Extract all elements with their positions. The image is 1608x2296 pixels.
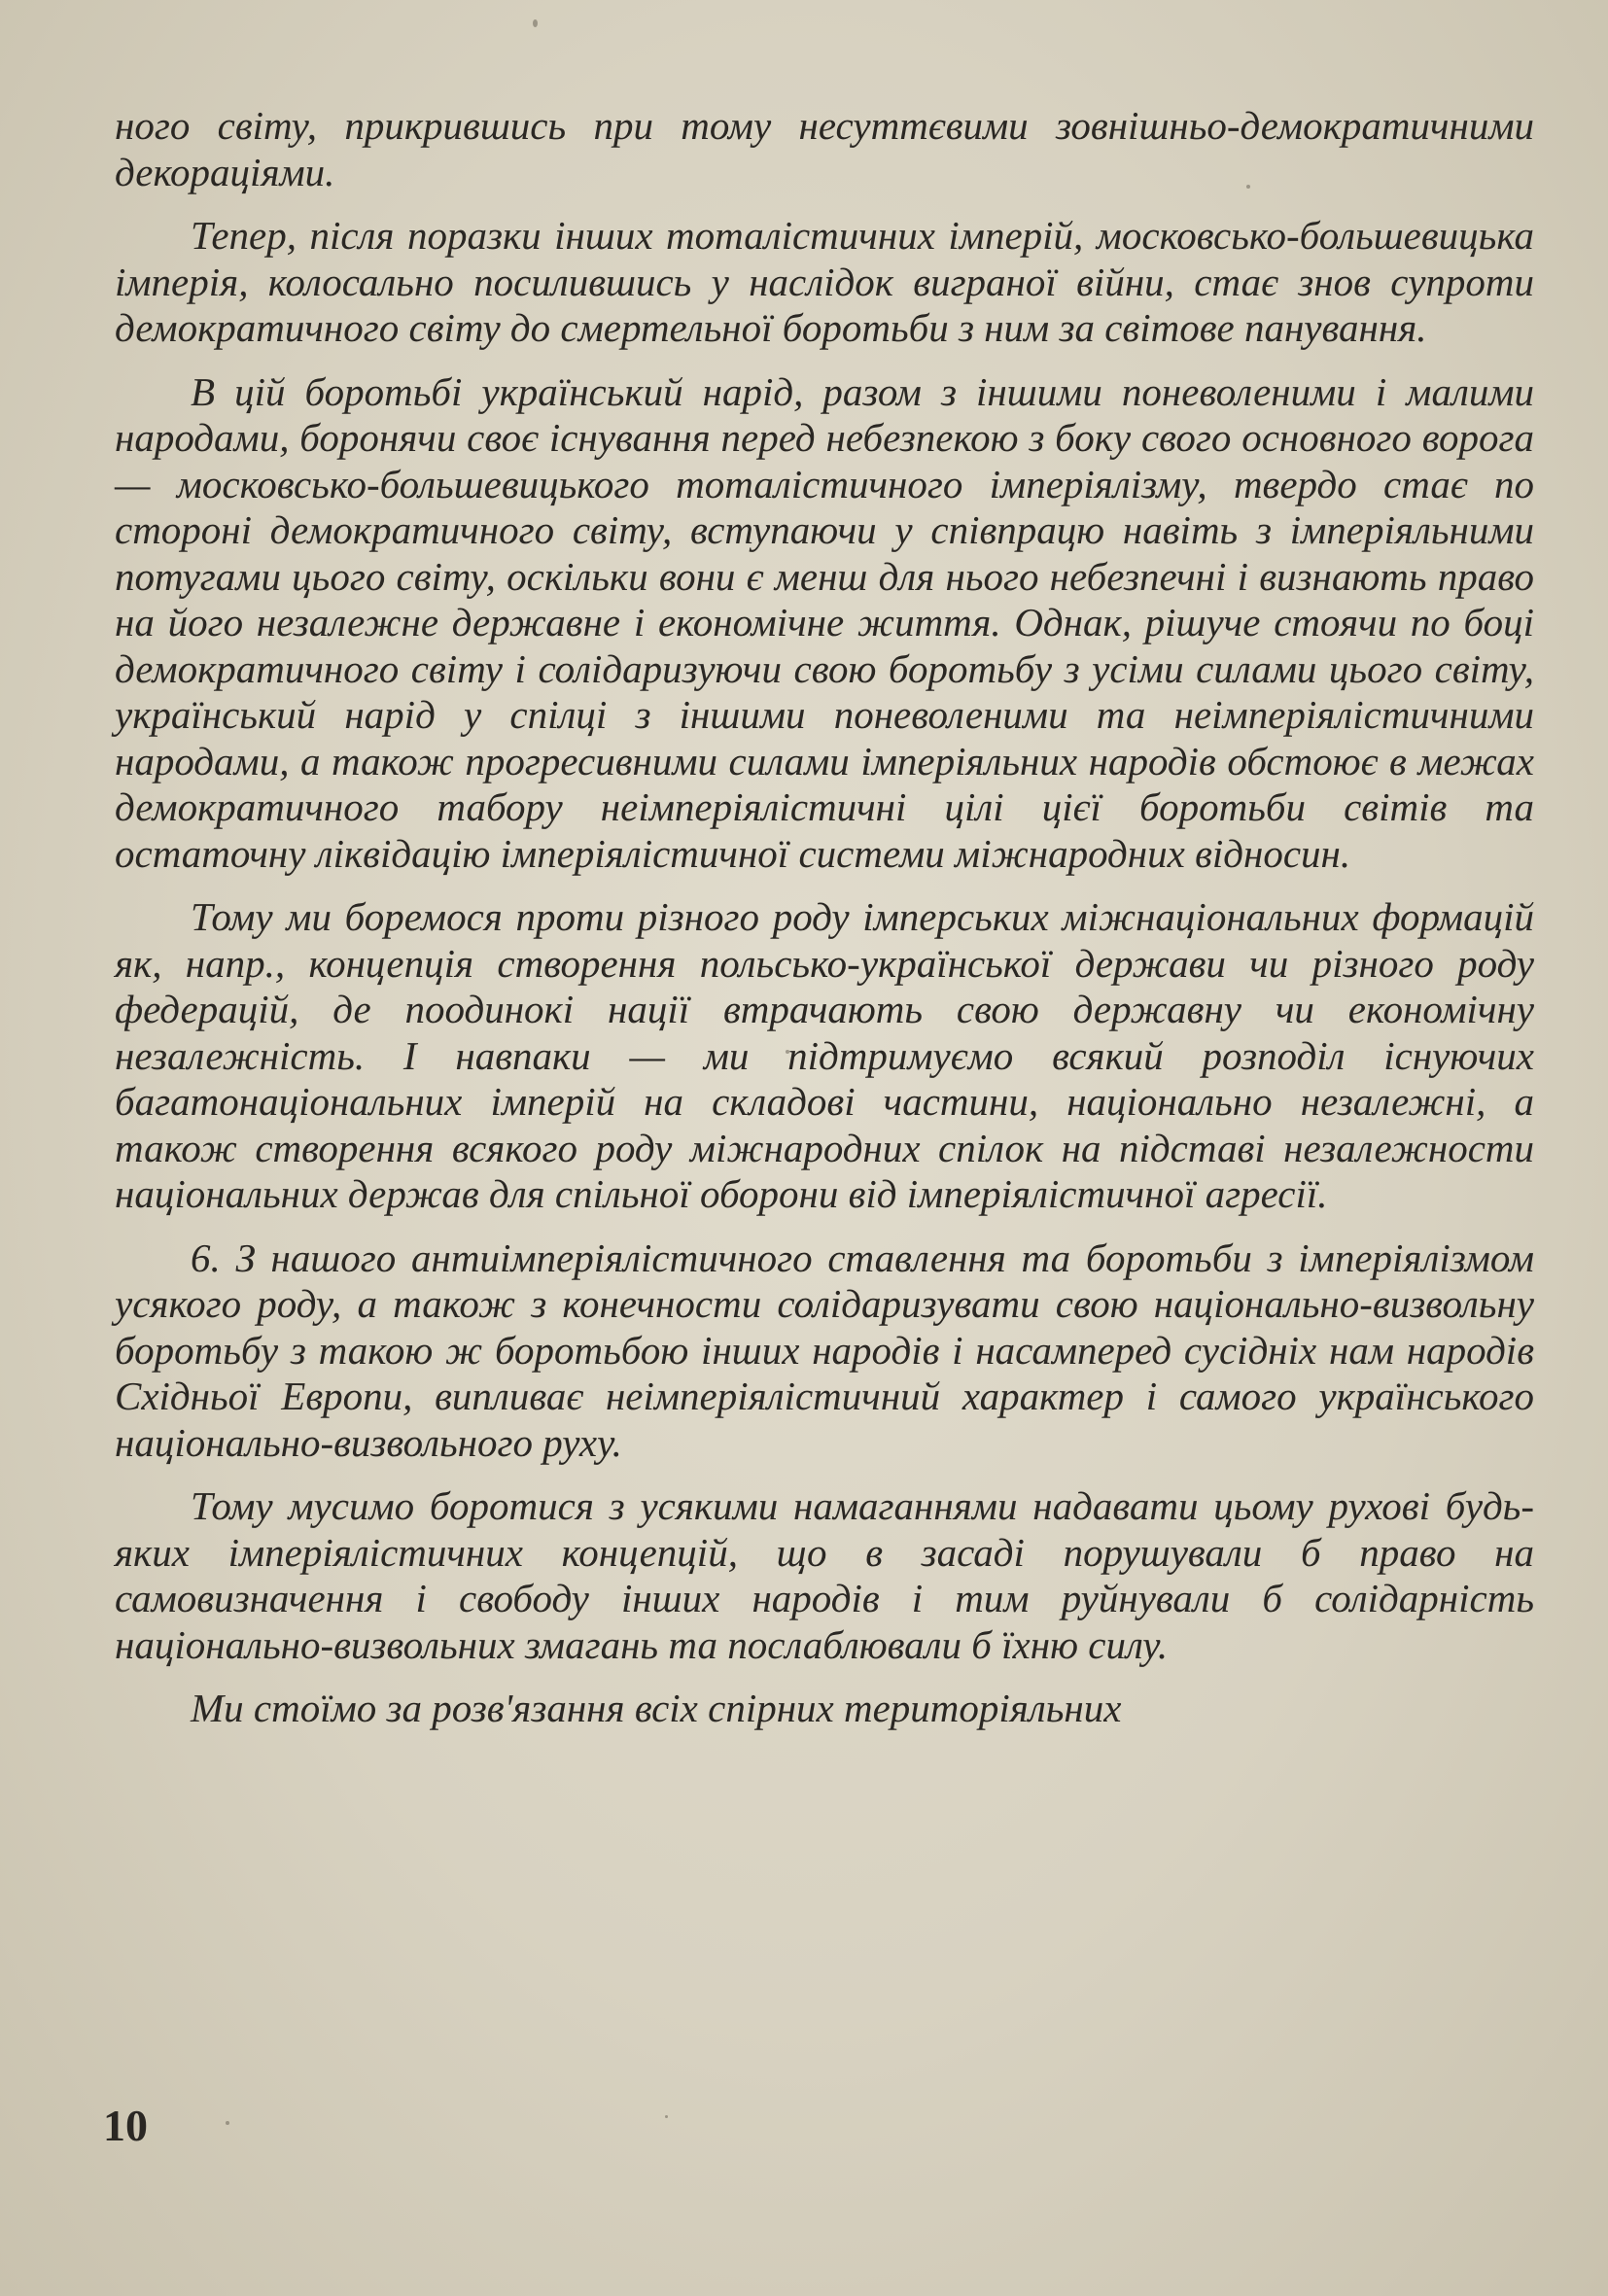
paragraph: Тому мусимо боротися з усякими намаганнями надавати цьому рухові будь-яких імперіялістичних концепцій, що в засаді порушували б право на самовизначення і свободу інших народів і тим руйнували б солідарність національно-визвольних змагань та послаблювали б їхню силу. xyxy=(115,1483,1534,1667)
ink-speck xyxy=(533,19,538,27)
ink-speck xyxy=(665,2115,668,2118)
paragraph: ного світу, прикрившись при тому несуттєвими зовнішньо-демократичними декораціями. xyxy=(115,103,1534,194)
ink-speck xyxy=(226,2121,229,2125)
paragraph: Тепер, після поразки інших тоталістичних імперій, московсько-большевицька імперія, колосально посилившись у наслідок виграної війни, стає знов супроти демократичного світу до смертельної боротьби з ним за світове панування. xyxy=(115,213,1534,350)
body-text xyxy=(115,103,1534,1732)
page-number: 10 xyxy=(103,2101,148,2150)
paragraph: Ми стоїмо за розв'язання всіх спірних територіяльних xyxy=(191,1686,1122,1730)
paragraph: 6. З нашого антиімперіялістичного ставлення та боротьби з імперіялізмом усякого роду, а також з конечности солідаризувати свою національно-визвольну боротьбу з такою ж боротьбою інших народів і насамперед сусідніх нам народів Східньої Европи, випливає неімперіялістичний характер і самого українського національно-визвольного руху. xyxy=(115,1235,1534,1465)
paragraph: В цій боротьбі український нарід, разом з іншими поневоленими і малими народами, боронячи своє існування перед небезпекою з боку свого основного ворога — московсько-большевицького тоталістичного імперіялізму, твердо стає по стороні демократичного світу, вступаючи у співпрацю навіть з імперіяльними потугами цього світу, оскільки вони є менш для нього небезпечні і визнають право на його незалежне державне і економічне життя. Однак, рішуче стоячи по боці демократичного світу і солідаризуючи свою боротьбу з усіми силами цього світу, український нарід у спілці з іншими поневоленими та неімперіялістичними народами, а також прогресивними силами імперіяльних народів обстоює в межах демократичного табору неімперіялістичні цілі цієї боротьби світів та остаточну ліквідацію імперіялістичної системи міжнародних відносин. xyxy=(115,368,1534,876)
paragraph: Тому ми боремося проти різного роду імперських міжнаціональних формацій як, напр., концепція створення польсько-української держави чи різного роду федерацій, де поодинокі нації втрачають свою державну чи економічну незалежність. І навпаки — ми підтримуємо всякий розподіл існуючих багатонаціональних імперій на складові частини, національно незалежні, а також створення всякого роду міжнародних спілок на підставі незалежности національних держав для спільної оборони від імперіялістичної агресії. xyxy=(115,894,1534,1216)
